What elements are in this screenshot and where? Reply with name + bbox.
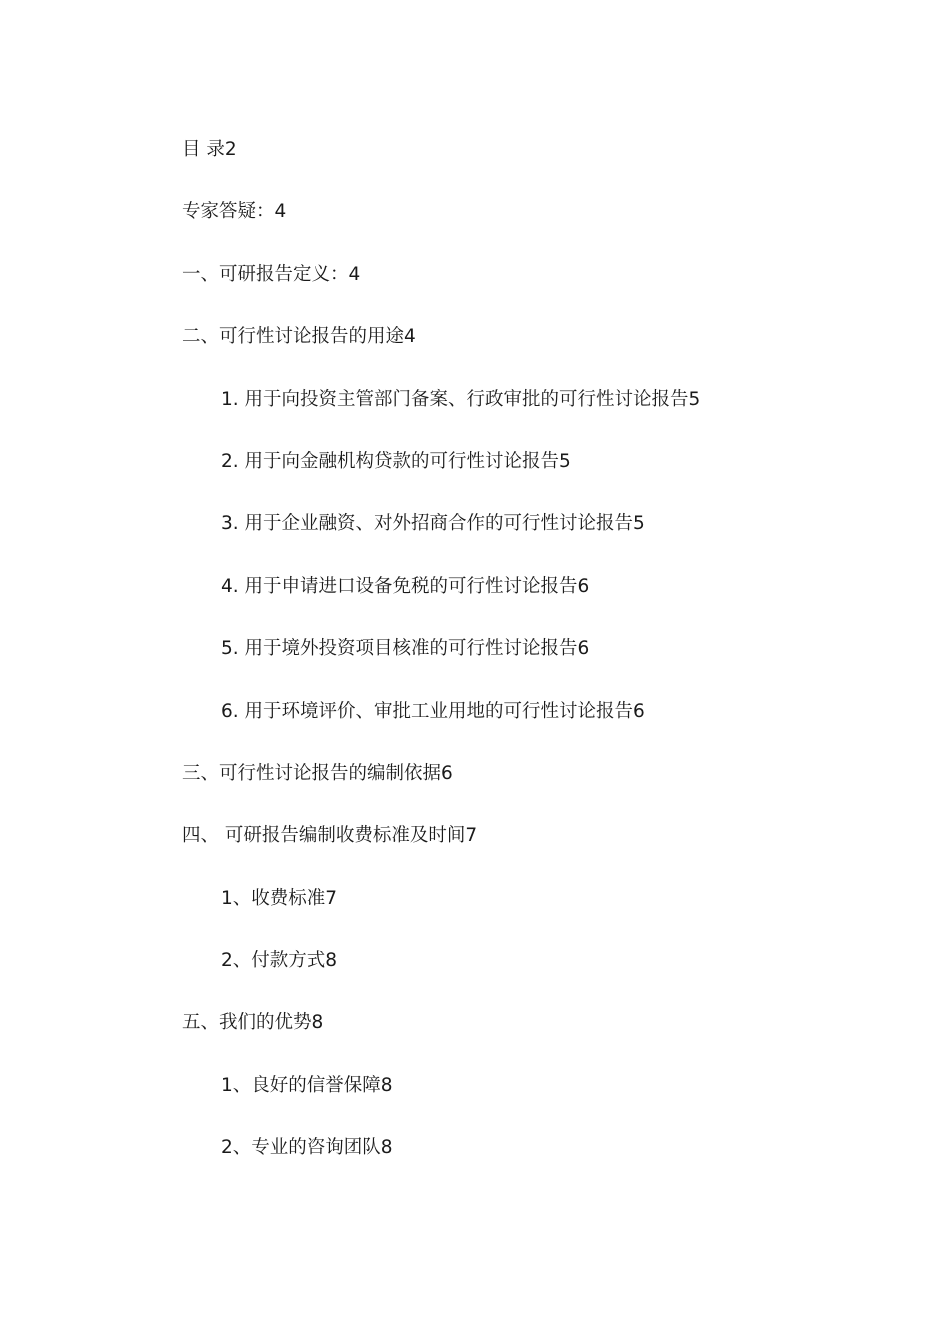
toc-entry-definition[interactable]: 一、可研报告定义：4 <box>182 263 361 285</box>
toc-entry-fee-standard[interactable]: 1、收费标准7 <box>221 887 338 909</box>
table-of-contents <box>182 138 882 1199</box>
toc-entry-expert-qa[interactable]: 专家答疑：4 <box>182 201 287 223</box>
toc-entry-use-5[interactable]: 5. 用于境外投资项目核准的可行性讨论报告6 <box>221 638 590 660</box>
toc-entry-use-4[interactable]: 4. 用于申请进口设备免税的可行性讨论报告6 <box>221 575 590 597</box>
toc-entry-use-2[interactable]: 2. 用于向金融机构贷款的可行性讨论报告5 <box>221 450 571 472</box>
toc-entry-use-6[interactable]: 6. 用于环境评价、审批工业用地的可行性讨论报告6 <box>221 700 645 722</box>
toc-entry-fees[interactable]: 四、 可研报告编制收费标准及时间7 <box>182 825 478 847</box>
toc-entry-payment-method[interactable]: 2、付款方式8 <box>221 950 338 972</box>
toc-entry-reputation[interactable]: 1、良好的信誉保障8 <box>221 1074 393 1096</box>
toc-entry-title[interactable]: 目 录2 <box>182 139 237 160</box>
toc-entry-use-1[interactable]: 1. 用于向投资主管部门备案、行政审批的可行性讨论报告5 <box>221 388 701 410</box>
toc-entry-basis[interactable]: 三、可行性讨论报告的编制依据6 <box>182 762 453 784</box>
toc-entry-use-3[interactable]: 3. 用于企业融资、对外招商合作的可行性讨论报告5 <box>221 513 645 535</box>
toc-entry-advantages[interactable]: 五、我们的优势8 <box>182 1012 324 1034</box>
toc-entry-team[interactable]: 2、专业的咨询团队8 <box>221 1137 393 1159</box>
toc-entry-uses[interactable]: 二、可行性讨论报告的用途4 <box>182 326 416 348</box>
